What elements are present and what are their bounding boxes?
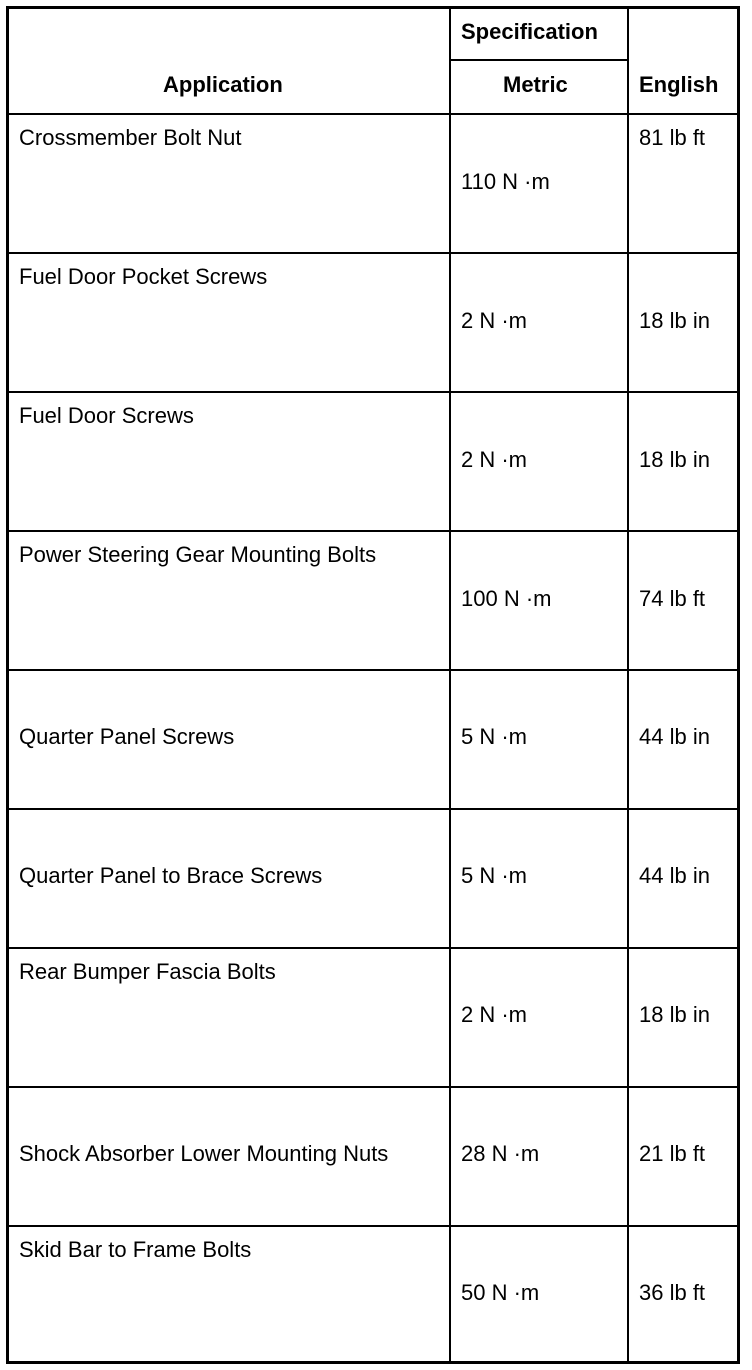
row-divider (9, 669, 737, 671)
row-english: 18 lb in (639, 1002, 710, 1027)
row-english: 36 lb ft (639, 1280, 706, 1305)
row-english: 44 lb in (639, 724, 710, 749)
row-application: Quarter Panel to Brace Screws (19, 863, 323, 888)
header-english: English (639, 72, 719, 97)
row-metric: 110 N ·m (461, 169, 550, 194)
row-divider (9, 391, 737, 393)
column-divider-metric-english (627, 9, 629, 1361)
torque-spec-table (6, 6, 740, 1364)
row-english: 18 lb in (639, 308, 710, 333)
header-specification: Specification (461, 19, 598, 44)
row-divider (9, 530, 737, 532)
header-application: Application (163, 72, 283, 97)
row-metric: 5 N ·m (461, 863, 527, 888)
row-application: Quarter Panel Screws (19, 724, 235, 749)
row-metric: 2 N ·m (461, 308, 527, 333)
row-application: Crossmember Bolt Nut (19, 125, 242, 150)
row-application: Skid Bar to Frame Bolts (19, 1237, 252, 1262)
row-english: 44 lb in (639, 863, 710, 888)
row-english: 74 lb ft (639, 586, 706, 611)
row-metric: 2 N ·m (461, 447, 527, 472)
row-application: Power Steering Gear Mounting Bolts (19, 542, 377, 567)
column-divider-app-metric (449, 9, 451, 1361)
row-application: Fuel Door Screws (19, 403, 194, 428)
row-english: 21 lb ft (639, 1141, 706, 1166)
row-divider (9, 1086, 737, 1088)
row-metric: 2 N ·m (461, 1002, 527, 1027)
row-metric: 50 N ·m (461, 1280, 540, 1305)
spec-header-divider (449, 59, 627, 61)
row-english: 18 lb in (639, 447, 710, 472)
row-divider (9, 252, 737, 254)
row-application: Shock Absorber Lower Mounting Nuts (19, 1141, 389, 1166)
row-application: Fuel Door Pocket Screws (19, 264, 268, 289)
header-metric: Metric (503, 72, 568, 97)
row-divider (9, 1225, 737, 1227)
row-divider (9, 947, 737, 949)
row-application: Rear Bumper Fascia Bolts (19, 959, 276, 984)
row-divider (9, 808, 737, 810)
row-metric: 28 N ·m (461, 1141, 540, 1166)
header-bottom-border (9, 113, 737, 115)
row-english: 81 lb ft (639, 125, 706, 150)
row-metric: 100 N ·m (461, 586, 552, 611)
row-metric: 5 N ·m (461, 724, 527, 749)
